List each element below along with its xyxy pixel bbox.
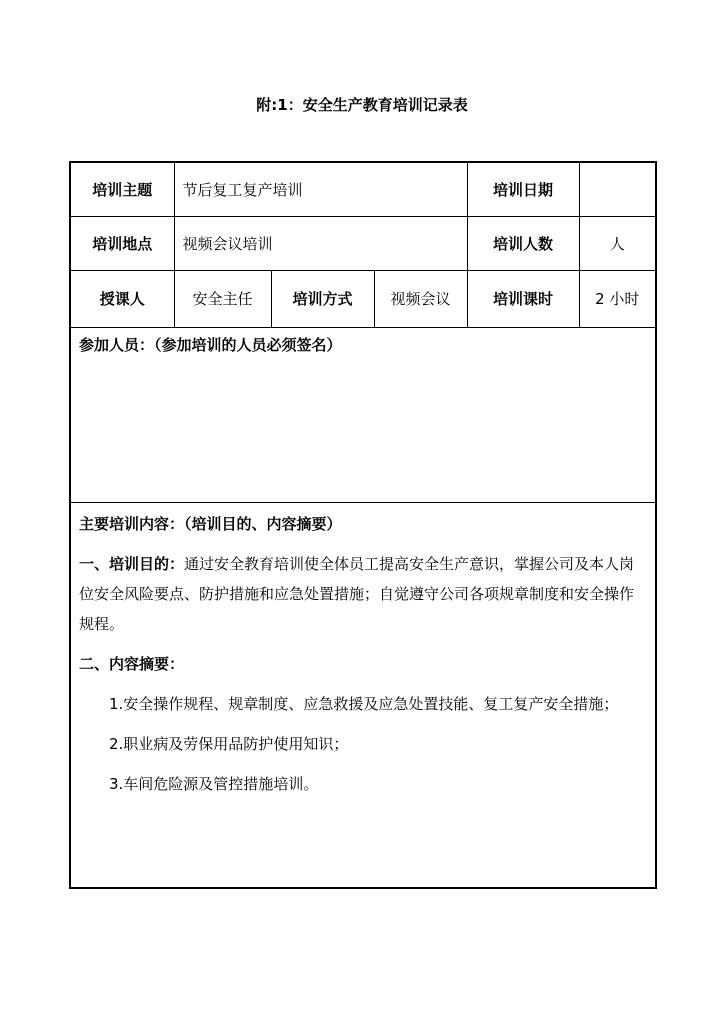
- page-title: 附:1：安全生产教育培训记录表: [256, 96, 468, 114]
- count-label: 培训人数: [467, 217, 579, 271]
- participants-cell: [70, 328, 656, 503]
- count-value: 人: [579, 217, 656, 271]
- method-value: 视频会议: [374, 271, 467, 328]
- hours-value: 2 小时: [579, 271, 656, 328]
- table-row: [70, 503, 656, 889]
- topic-label: 培训主题: [70, 162, 174, 217]
- summary-label: 二、内容摘要：: [79, 655, 185, 673]
- participants-label: 参加人员：（参加培训的人员必须签名）: [79, 336, 342, 354]
- hours-label: 培训课时: [467, 271, 579, 328]
- table-row: [70, 271, 656, 328]
- date-value: [579, 162, 656, 217]
- topic-value: 节后复工复产培训: [174, 162, 467, 217]
- training-content-cell: [70, 503, 656, 889]
- lecturer-value: 安全主任: [174, 271, 271, 328]
- table-row: [70, 328, 656, 503]
- content-item-1: 1.安全操作规程、规章制度、应急救援及应急处置技能、复工复产安全措施；: [109, 695, 619, 713]
- date-label: 培训日期: [467, 162, 579, 217]
- location-value: 视频会议培训: [174, 217, 467, 271]
- purpose-label: 一、培训目的：: [79, 555, 185, 573]
- training-record-table: [69, 161, 657, 889]
- purpose-paragraph: [79, 549, 647, 639]
- content-item-3: 3.车间危险源及管控措施培训。: [109, 775, 319, 793]
- lecturer-label: 授课人: [70, 271, 174, 328]
- method-label: 培训方式: [271, 271, 374, 328]
- content-heading: 主要培训内容：（培训目的、内容摘要）: [79, 515, 342, 533]
- table-row: [70, 162, 656, 217]
- content-item-2: 2.职业病及劳保用品防护使用知识；: [109, 735, 349, 753]
- table-row: [70, 217, 656, 271]
- purpose-text: 通过安全教育培训使全体员工提高安全生产意识，掌握公司及本人岗位安全风险要点、防护措施和应急处置措施；自觉遵守公司各项规章制度和安全操作规程。: [79, 555, 635, 633]
- location-label: 培训地点: [70, 217, 174, 271]
